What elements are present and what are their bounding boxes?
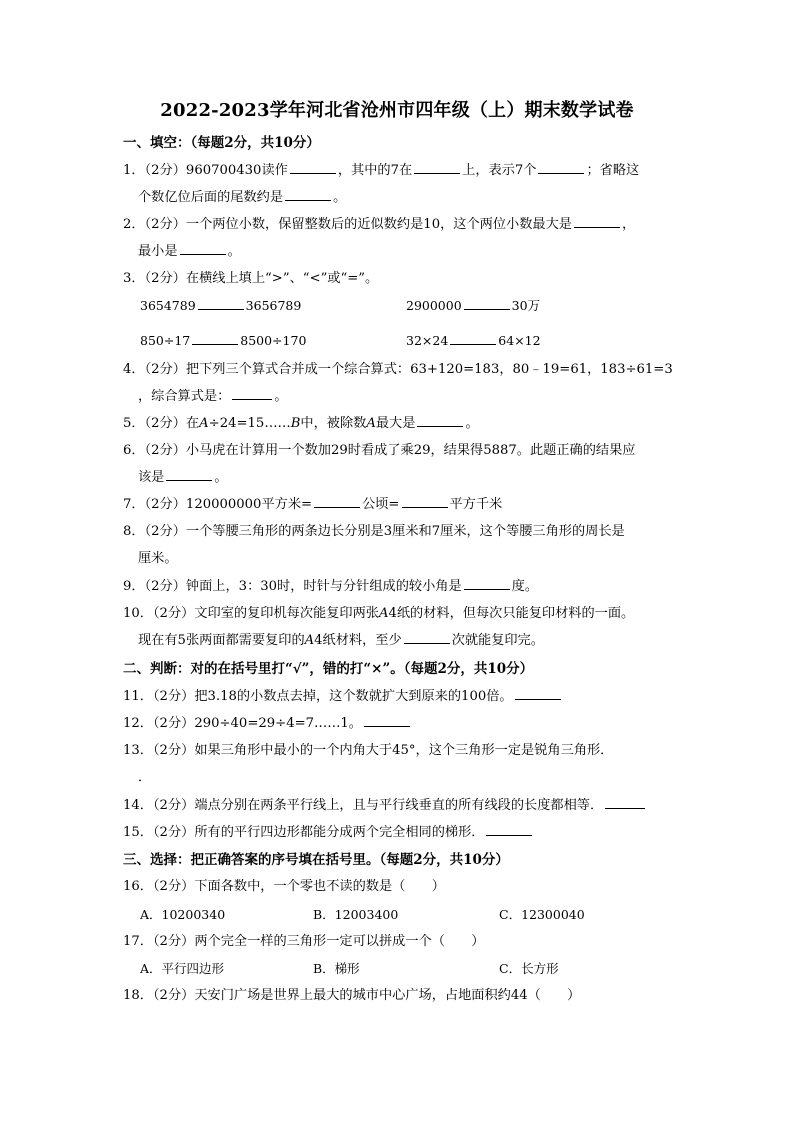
q7-text-c: 平方千米: [449, 497, 503, 512]
answer-blank[interactable]: [314, 495, 360, 508]
option-c[interactable]: C．12300040: [499, 907, 585, 922]
option-a[interactable]: A．平行四边形: [140, 961, 225, 976]
q4-text-c: 。: [274, 389, 288, 404]
variable-a: A: [199, 416, 209, 431]
q12-text: 12．（2分）290÷40=29÷4=7……1。: [123, 716, 362, 731]
compare-item-4: [406, 331, 541, 351]
question-13: 13．（2分）如果三角形中最小的一个内角大于45°，这个三角形一定是锐角三角形．: [123, 743, 614, 758]
answer-blank[interactable]: [450, 332, 496, 345]
compare-right: 8500÷170: [240, 333, 307, 348]
q1-text-c: 上，表示7个: [462, 163, 537, 178]
compare-item-1: [140, 296, 301, 316]
question-8-cont: 厘米。: [138, 551, 178, 566]
question-10-cont: [138, 631, 698, 651]
answer-blank[interactable]: [232, 387, 272, 400]
q9-text-a: 9．（2分）钟面上，3：30时，时针与分针组成的较小角是: [123, 579, 462, 594]
q10-text-a: 10．（2分）文印室的复印机每次能复印两张: [123, 606, 379, 621]
question-6-cont: [138, 468, 698, 488]
q1-text-d: ；省略这: [586, 163, 640, 178]
q14-text: 14．（2分）端点分别在两条平行线上，且与平行线垂直的所有线段的长度都相等．: [123, 798, 604, 813]
q1-text-a: 1．（2分）960700430读作: [123, 163, 288, 178]
question-11: [123, 687, 683, 707]
answer-blank[interactable]: [464, 577, 510, 590]
answer-blank[interactable]: [166, 468, 212, 481]
question-14: [123, 796, 683, 816]
answer-blank[interactable]: [402, 495, 448, 508]
q6-text-b: 该是: [138, 470, 165, 485]
q6-text-c: 。: [214, 470, 228, 485]
answer-blank[interactable]: [192, 332, 238, 345]
q4-text-b: ，综合算式是：: [138, 389, 231, 404]
section-2-heading: 二、判断：对的在括号里打“√”，错的打“×”。（每题2分，共10分）: [123, 661, 534, 677]
compare-left: 3654789: [140, 298, 196, 313]
answer-blank[interactable]: [515, 687, 561, 700]
option-c[interactable]: C．长方形: [499, 961, 559, 976]
compare-right: 64×12: [498, 333, 541, 348]
q10-text-b: 4纸的材料，但每次只能复印材料的一面。: [388, 606, 635, 621]
option-a[interactable]: A．10200340: [140, 907, 226, 922]
exam-title: 2022-2023学年河北省沧州市四年级（上）期末数学试卷: [160, 100, 634, 121]
compare-right: 3656789: [245, 298, 302, 313]
q1-text-e: 个数亿位后面的尾数约是: [138, 190, 284, 205]
q1-text-f: 。: [333, 190, 347, 205]
question-16: 16．（2分）下面各数中，一个零也不读的数是（ ）: [123, 879, 445, 894]
answer-blank[interactable]: [486, 823, 532, 836]
q5-text-b: ÷24=15……: [208, 416, 291, 431]
q2-text-d: 。: [227, 244, 241, 259]
q11-text: 11．（2分）把3.18的小数点去掉，这个数就扩大到原来的100倍。: [123, 689, 513, 704]
question-10: [123, 604, 683, 624]
question-6: 6．（2分）小马虎在计算用一个数加29时看成了乘29，结果得5887。此题正确的结果应: [123, 443, 636, 458]
q9-text-b: 度。: [511, 579, 539, 594]
q10-text-d: 4纸材料，至少: [314, 633, 402, 648]
question-13-cont: ．: [138, 770, 152, 785]
answer-blank[interactable]: [538, 161, 584, 174]
compare-right: 30万: [511, 298, 541, 313]
answer-blank[interactable]: [364, 714, 410, 727]
question-18: 18．（2分）天安门广场是世界上最大的城市中心广场，占地面积约44（ ）: [123, 988, 581, 1003]
q2-text-b: ，: [621, 217, 636, 232]
answer-blank[interactable]: [198, 297, 244, 310]
q2-text-a: 2．（2分）一个两位小数，保留整数后的近似数约是10，这个两位小数最大是: [123, 217, 572, 232]
question-2: [123, 215, 683, 235]
q5-text-e: 。: [465, 416, 479, 431]
question-1: [123, 161, 683, 181]
answer-blank[interactable]: [285, 188, 331, 201]
q5-text-c: 中，被除数: [300, 416, 367, 431]
q5-text-d: 最大是: [375, 416, 416, 431]
option-b[interactable]: B．12003400: [313, 907, 399, 922]
question-12: [123, 714, 683, 734]
question-4: 4．（2分）把下列三个算式合并成一个综合算式：63+120=183，80﹣19=61，183÷61=3: [123, 362, 673, 377]
answer-blank[interactable]: [414, 161, 460, 174]
answer-blank[interactable]: [180, 242, 226, 255]
answer-blank[interactable]: [574, 215, 620, 228]
answer-blank[interactable]: [605, 796, 645, 809]
q15-text: 15．（2分）所有的平行四边形都能分成两个完全相同的梯形．: [123, 825, 485, 840]
compare-left: 32×24: [406, 333, 449, 348]
answer-blank[interactable]: [290, 161, 336, 174]
compare-left: 850÷17: [140, 333, 191, 348]
section-3-heading: 三、选择：把正确答案的序号填在括号里。（每题2分，共10分）: [123, 852, 509, 868]
variable-a: A: [366, 416, 376, 431]
question-8: 8．（2分）一个等腰三角形的两条边长分别是3厘米和7厘米，这个等腰三角形的周长是: [123, 524, 625, 539]
question-4-cont: [138, 387, 698, 407]
variable-a: A: [304, 633, 315, 648]
question-15: [123, 823, 683, 843]
question-3: 3．（2分）在横线上填上“>”、“<”或“=”。: [123, 271, 379, 286]
q7-text-a: 7．（2分）120000000平方米=: [123, 497, 313, 512]
variable-a: A: [378, 606, 389, 621]
answer-blank[interactable]: [417, 414, 463, 427]
question-7: [123, 495, 683, 515]
question-5: [123, 414, 683, 434]
compare-item-3: [140, 331, 306, 351]
section-1-heading: 一、填空：（每题2分，共10分）: [123, 135, 320, 151]
compare-left: 2900000: [406, 298, 462, 313]
question-17: 17．（2分）两个完全一样的三角形一定可以拼成一个（ ）: [123, 934, 485, 949]
question-1-cont: [138, 188, 698, 208]
q1-text-b: ，其中的7在: [337, 163, 413, 178]
answer-blank[interactable]: [404, 631, 450, 644]
q7-text-b: 公顷=: [362, 497, 400, 512]
q10-text-e: 次就能复印完。: [451, 633, 544, 648]
question-2-cont: [138, 242, 698, 262]
q10-text-c: 现在有5张两面都需要复印的: [138, 633, 305, 648]
q5-text-a: 5．（2分）在: [123, 416, 200, 431]
variable-b: B: [290, 416, 301, 431]
option-b[interactable]: B．梯形: [313, 961, 360, 976]
q2-text-c: 最小是: [138, 244, 178, 259]
question-9: [123, 577, 683, 597]
answer-blank[interactable]: [464, 297, 510, 310]
compare-item-2: [406, 296, 540, 316]
